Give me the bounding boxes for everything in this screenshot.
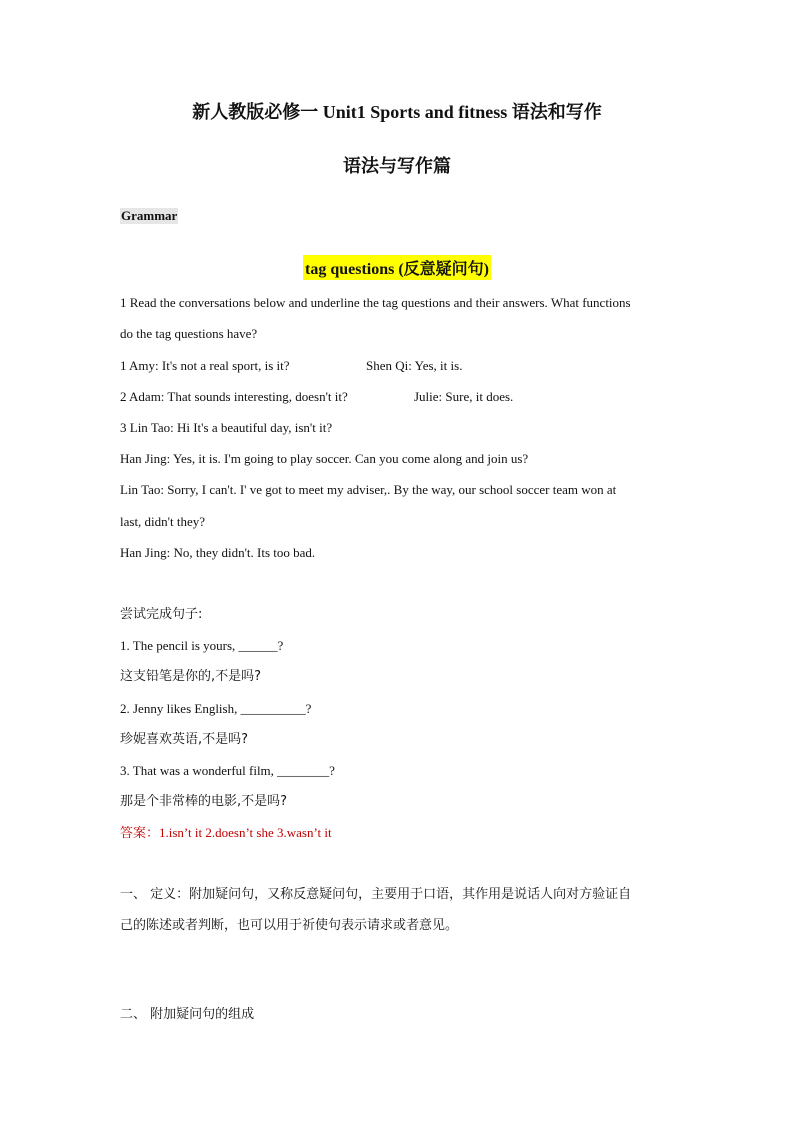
exercise-heading: 尝试完成句子:: [120, 607, 203, 622]
answer-line: [120, 825, 332, 842]
conversation-1-shenqi: Shen Qi: Yes, it is.: [366, 358, 463, 373]
intro-line-1: 1 Read the conversations below and underline the tag questions and their answers. What functions: [120, 295, 631, 310]
conversation-3-lintao: 3 Lin Tao: Hi It's a beautiful day, isn't it?: [120, 420, 333, 435]
exercise-translation-1: 这支铅笔是你的,不是吗?: [120, 669, 262, 684]
document-title: 新人教版必修一 Unit1 Sports and fitness 语法和写作: [192, 102, 602, 122]
answer-label: 答案：: [120, 826, 160, 841]
conversation-1-amy: 1 Amy: It's not a real sport, is it?: [120, 358, 290, 373]
exercise-question-2: 2. Jenny likes English, __________?: [120, 701, 312, 716]
topic-heading-container: [0, 255, 794, 280]
topic-heading: tag questions (反意疑问句): [303, 255, 491, 280]
intro-line-2: do the tag questions have?: [120, 326, 258, 341]
document-subtitle: 语法与写作篇: [343, 156, 451, 176]
exercise-question-3: 3. That was a wonderful film, ________?: [120, 763, 335, 778]
exercise-question-1: 1. The pencil is yours, ______?: [120, 638, 284, 653]
conversation-3-lintao-reply-cont: last, didn't they?: [120, 514, 206, 529]
exercise-translation-2: 珍妮喜欢英语,不是吗?: [120, 732, 249, 747]
conversation-2-julie: Julie: Sure, it does.: [414, 389, 514, 404]
definition-line-2: 己的陈述或者判断，也可以用于祈使句表示请求或者意见。: [120, 918, 459, 933]
exercise-translation-3: 那是个非常棒的电影,不是吗?: [120, 794, 288, 809]
conversation-2-adam: 2 Adam: That sounds interesting, doesn't it?: [120, 389, 348, 404]
section-label-grammar: Grammar: [121, 208, 178, 223]
conversation-3-lintao-reply: Lin Tao: Sorry, I can't. I' ve got to meet my adviser,. By the way, our school soccer team won at: [120, 482, 617, 497]
definition-line-1: 一、 定义：附加疑问句，又称反意疑问句，主要用于口语，其作用是说话人向对方验证自: [120, 887, 632, 902]
answer-text: 1.isn’t it 2.doesn’t she 3.wasn’t it: [159, 825, 332, 840]
composition-heading: 二、 附加疑问句的组成: [120, 1007, 255, 1022]
conversation-3-hanjing: Han Jing: Yes, it is. I'm going to play soccer. Can you come along and join us?: [120, 451, 529, 466]
conversation-3-hanjing-reply: Han Jing: No, they didn't. Its too bad.: [120, 545, 316, 560]
